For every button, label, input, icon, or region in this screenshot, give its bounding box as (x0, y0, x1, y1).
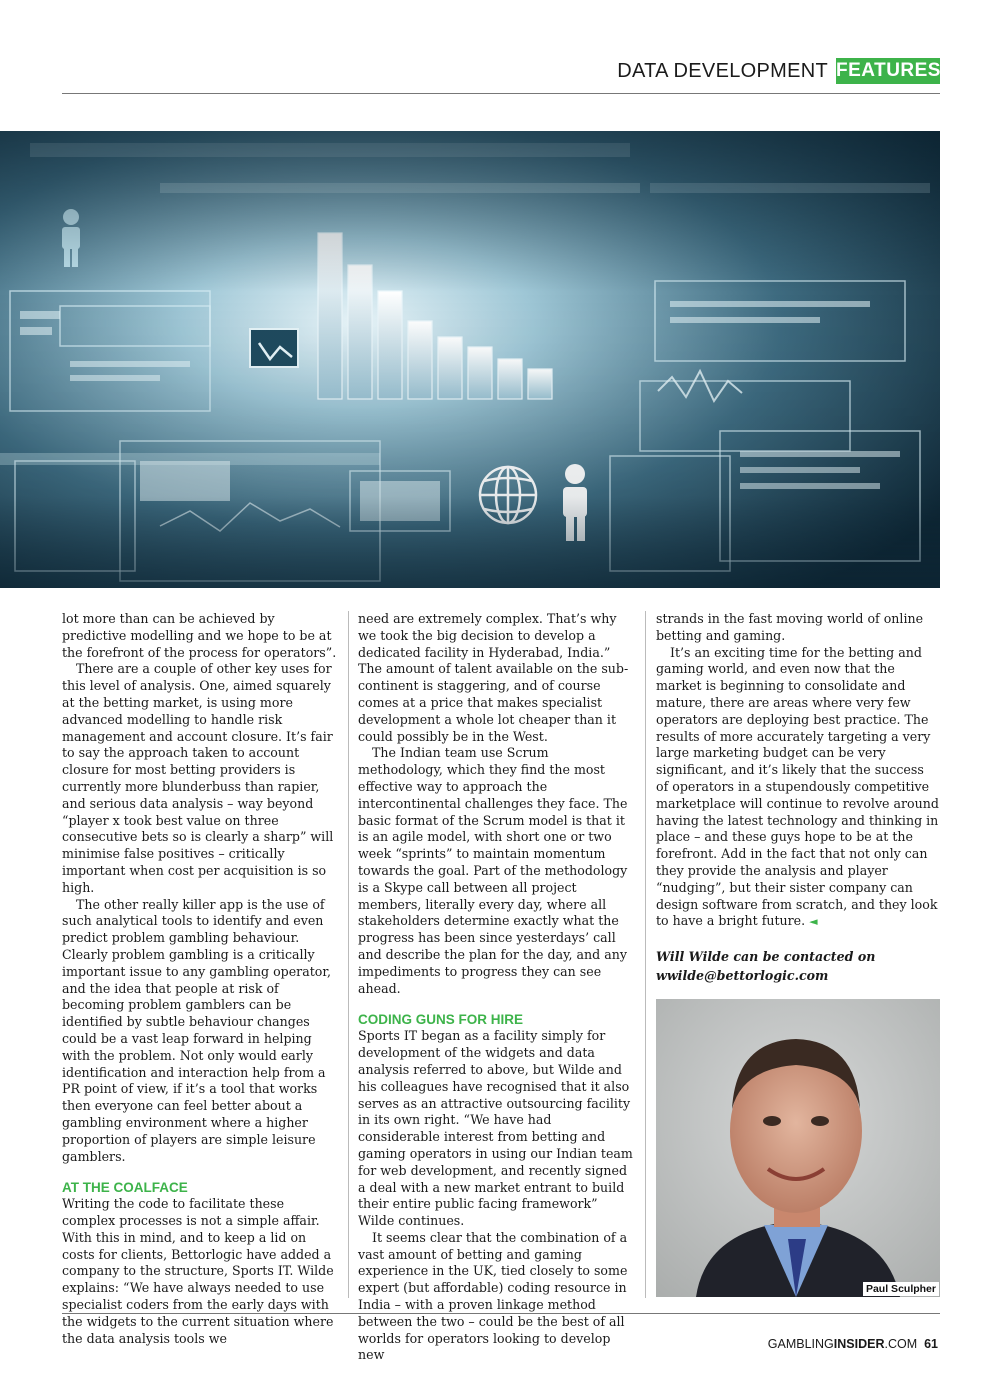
paragraph: Writing the code to facilitate these complex processes is not a simple affair. With this in mind, and to keep a lid on costs for clients, Bettorlogic have added a company to the structure, Sports IT. Wilde explains: “We have always needed to use specialist coders from the early days with the widgets to the current situation where the data analysis tools we (62, 1196, 334, 1346)
subheading-coding-guns: CODING GUNS FOR HIRE (358, 1012, 524, 1028)
section-title: DATA DEVELOPMENT (617, 60, 828, 82)
photo-credit: Paul Sculpher (863, 1282, 939, 1296)
contact-note (656, 947, 940, 985)
end-of-article-icon: ◄ (809, 915, 818, 929)
paragraph: The other really killer app is the use of such analytical tools to identify and even predict problem gambling behaviour. Clearly problem gambling is a critically important issue to any gambling operator, and the idea that people at risk of becoming problem gamblers can be identified by subtle behaviour changes could be a vast leap forward in helping with the problem. Not only would early identification and interaction help from a PR point of view, if it’s a tool that works then everyone can feel better about a gambling environment where a higher proportion of players are simple leisure gamblers. (62, 896, 331, 1164)
contact-line: Will Wilde can be contacted on (656, 949, 876, 965)
paragraph: strands in the fast moving world of online betting and gaming. (656, 611, 924, 643)
subheading-coalface: AT THE COALFACE (62, 1180, 188, 1196)
paragraph (656, 645, 940, 932)
column-divider (645, 611, 646, 1298)
page-number: 61 (924, 1337, 938, 1351)
hero-illustration (0, 131, 940, 588)
features-tag: FEATURES (836, 58, 940, 84)
page-footer (768, 1337, 938, 1351)
column-divider (348, 611, 349, 1298)
paragraph: The Indian team use Scrum methodology, which they find the most effective way to approach the intercontinental challenges they face. The basic format of the Scrum model is that it is an agile model, with short one or two week “sprints” to maintain momentum towards the goal. Part of the methodology is a Skype call between all project members, literally every day, where all stakeholders determine exactly what the progress has been since yesterdays’ call and describe the plan for the day, and any impediments to progress they can see ahead. (358, 745, 628, 996)
paragraph: need are extremely complex. That’s why we took the big decision to develop a dedicated facility in Hyderabad, India.” The amount of talent available on the sub-continent is staggering, and of course comes at a price that makes specialist development a whole lot cheaper than it could possibly be in the West. (358, 611, 629, 744)
brand-light: GAMBLING (767, 1337, 834, 1351)
author-photo (656, 999, 940, 1297)
portrait-image (656, 999, 940, 1297)
paragraph: It seems clear that the combination of a vast amount of betting and gaming experience in the UK, tied closely to some expert (but affordable) coding resource in India – with a proven linkage method between the two – could be the best of all worlds for operators looking to develop new (358, 1229, 628, 1363)
contact-email: wwilde@bettorlogic.com (656, 968, 829, 984)
brand-bold: INSIDER (833, 1337, 885, 1351)
article-column-3 (656, 611, 940, 985)
paragraph: lot more than can be achieved by predictive modelling and we hope to be at the forefront of the process for operators”. (62, 611, 337, 660)
footer-rule (62, 1313, 940, 1314)
brand-suffix: .COM (884, 1337, 918, 1351)
hero-image (0, 131, 940, 588)
paragraph: There are a couple of other key uses for this level of analysis. One, aimed squarely at the betting market, is using more advanced modelling to handle risk management and account closure. It’s fair to say the approach taken to account closure for most betting providers is currently more blunderbuss than rapier, and serious data analysis – way beyond “player x took best value on three consecutive bets so is clearly a sharp” will minimise false positives – critically important when cost per acquisition is so high. (62, 661, 334, 895)
article-column-1 (62, 611, 338, 1347)
header-rule (62, 93, 940, 94)
article-column-2 (358, 611, 634, 1364)
paragraph: Sports IT began as a facility simply for development of the widgets and data analysis referred to above, but Wilde and his colleagues have recognised that it also serves as an attractive outsourcing facility in its own right. “We have had considerable interest from betting and gaming operators in using our Indian team for web development, and recently signed a deal with a new market entrant to build their entire public facing framework” Wilde continues. (358, 1028, 633, 1229)
paragraph-text: It’s an exciting time for the betting and gaming world, and even now that the market is beginning to consolidate and mature, there are areas where very few operators are deploying best practice. The results of more accurately targeting a very large marketing budget can be very significant, and it’s likely that the success of operators in a stupendously competitive marketplace will continue to revolve around having the latest technology and thinking in place – and these guys hope to be at the forefront. Add in the fact that not only can they provide the analysis and player “nudging”, but their sister company can design software from scratch, and they look to have a bright future. (656, 644, 939, 929)
running-header (62, 58, 940, 84)
